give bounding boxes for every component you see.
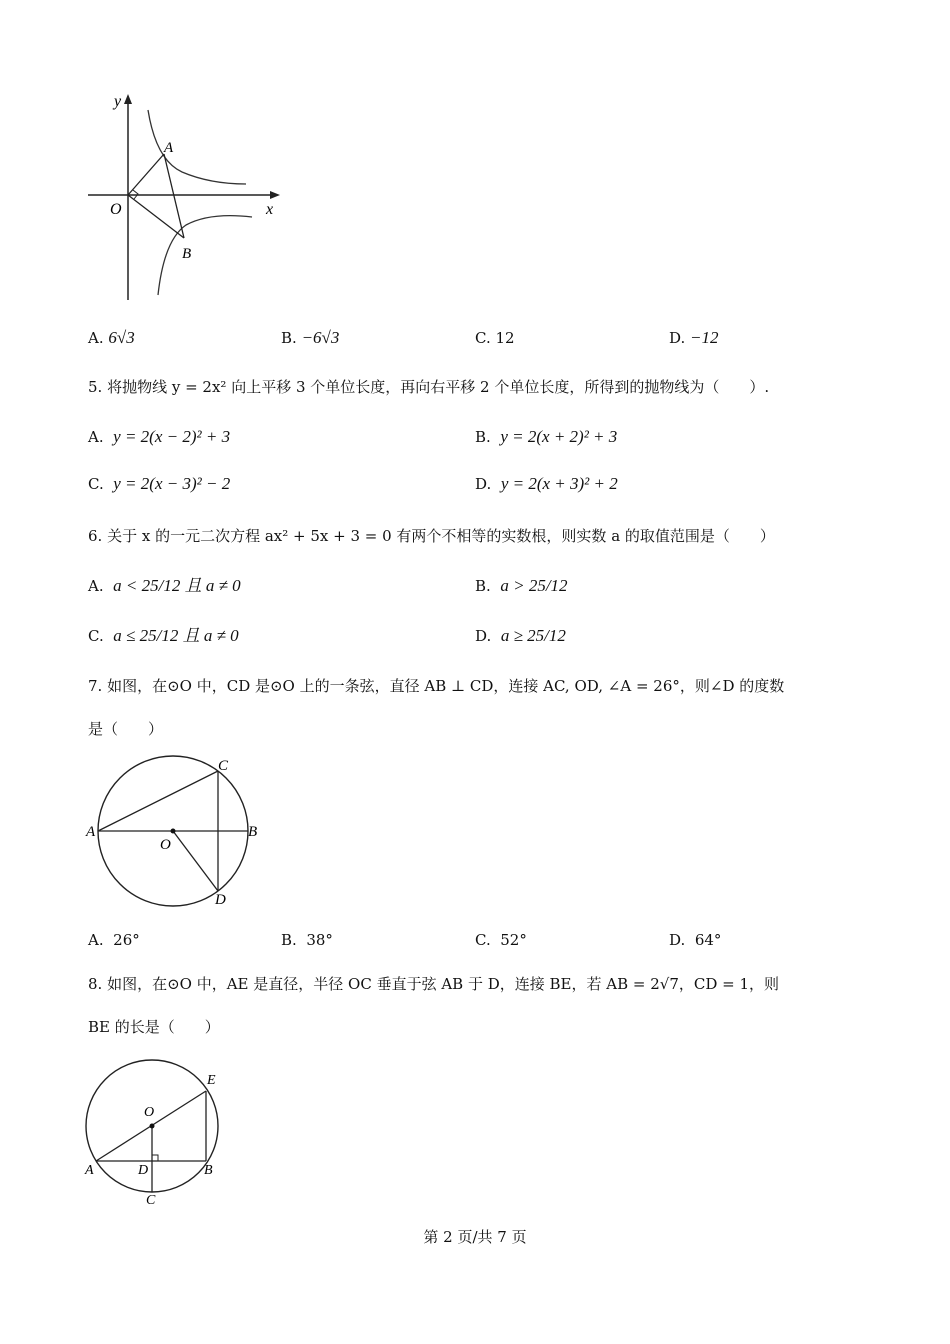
segment-oa: [128, 154, 164, 195]
q5-stem: 5. 将抛物线 y = 2x² 向上平移 3 个单位长度，再向右平移 2 个单位长度，所得到的抛物线为（ ）.: [88, 378, 770, 396]
q7-option-d: D. 64°: [669, 931, 722, 949]
label-b: B: [182, 246, 192, 262]
q5-option-a: A. y = 2(x − 2)² + 3: [88, 427, 231, 446]
q8-stem-line1: 8. 如图，在⊙O 中，AE 是直径，半径 OC 垂直于弦 AB 于 D，连接 BE，若 AB = 2√7，CD = 1，则: [88, 975, 780, 993]
q4-option-b: B. −6√3: [281, 328, 340, 347]
label-a: A: [86, 824, 96, 840]
q5-option-c: C. y = 2(x − 3)² − 2: [88, 474, 231, 493]
q4-option-d: D. −12: [669, 328, 719, 347]
label-o: O: [110, 201, 122, 218]
label-x: x: [266, 201, 274, 218]
q5-option-d: D. y = 2(x + 3)² + 2: [475, 474, 618, 493]
q6-option-d: D. a ≥ 25/12: [475, 626, 566, 645]
label-o: O: [144, 1105, 155, 1120]
q4-option-c: C. 12: [475, 329, 515, 347]
hyperbola-upper-branch: [148, 110, 246, 184]
q7-stem-line2: 是（ ）: [88, 720, 164, 738]
q4-figure: [80, 90, 290, 305]
label-c: C: [218, 758, 229, 774]
page-footer: 第 2 页/共 7 页: [423, 1228, 527, 1246]
q8-stem-line2: BE 的长是（ ）: [88, 1018, 220, 1036]
q6-option-b: B. a > 25/12: [475, 576, 568, 595]
label-e: E: [207, 1073, 216, 1088]
q7-option-b: B. 38°: [281, 931, 333, 949]
y-arrow: [124, 94, 132, 104]
segment-ac: [98, 771, 218, 831]
label-d: D: [138, 1163, 149, 1178]
q7-figure: [84, 752, 274, 912]
q7-option-c: C. 52°: [475, 931, 527, 949]
label-c: C: [146, 1193, 156, 1208]
q8-figure: [80, 1050, 240, 1210]
q7-stem-line1: 7. 如图，在⊙O 中，CD 是⊙O 上的一条弦，直径 AB ⊥ CD，连接 AC, OD, ∠A = 26°，则∠D 的度数: [88, 677, 785, 695]
q5-option-b: B. y = 2(x + 2)² + 3: [475, 427, 618, 446]
x-arrow: [270, 191, 280, 199]
center-dot: [150, 1124, 155, 1129]
q6-stem: 6. 关于 x 的一元二次方程 ax² + 5x + 3 = 0 有两个不相等的实数根，则实数 a 的取值范围是（ ）: [88, 527, 775, 545]
label-b: B: [248, 824, 258, 840]
q6-option-c: C. a ≤ 25/12 且 a ≠ 0: [88, 626, 239, 645]
hyperbola-lower-branch: [158, 216, 252, 295]
q4-option-a: A. 6√3: [88, 328, 135, 347]
label-a: A: [164, 140, 174, 156]
segment-od: [173, 831, 218, 891]
label-y: y: [114, 93, 122, 110]
center-dot: [171, 829, 176, 834]
label-o: O: [160, 837, 171, 853]
label-d: D: [215, 892, 226, 908]
right-angle-mark: [152, 1155, 158, 1161]
q7-option-a: A. 26°: [88, 931, 140, 949]
q6-option-a: A. a < 25/12 且 a ≠ 0: [88, 576, 241, 595]
label-b: B: [204, 1163, 213, 1178]
label-a: A: [85, 1163, 94, 1178]
